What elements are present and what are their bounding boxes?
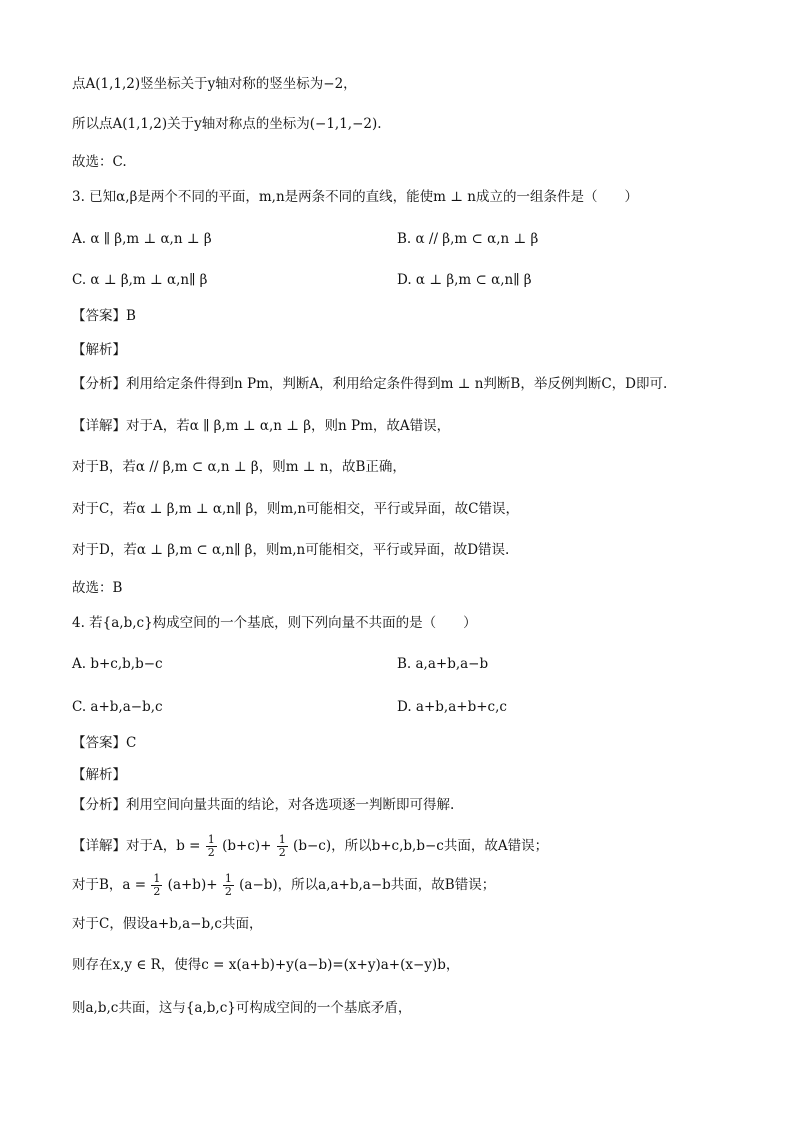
- fraction: [151, 873, 162, 898]
- detail-line: 对于B，若α // β,m ⊂ α,n ⊥ β，则m ⊥ n，故B正确，: [72, 459, 406, 475]
- text-segment: (a−b)，所以a,a+b,a−b共面，故B错误；: [239, 877, 496, 893]
- text-line: 故选：C.: [72, 154, 127, 170]
- text-segment: (b−c)，所以b+c,b,b−c共面，故A错误；: [293, 838, 549, 854]
- fraction-denominator: 2: [207, 846, 215, 859]
- answer-tag: 【答案】C: [72, 735, 137, 751]
- analysis-line: 【分析】利用空间向量共面的结论，对各选项逐一判断即可得解.: [72, 797, 455, 813]
- analysis-line: 【分析】利用给定条件得到n Pm，判断A，利用给定条件得到m ⊥ n判断B，举反例判断C，D即可.: [72, 376, 668, 392]
- fraction-denominator: 2: [278, 846, 286, 859]
- option-d: D. α ⊥ β,m ⊂ α,n∥ β: [397, 272, 532, 288]
- fraction: [223, 873, 234, 898]
- text-line: 所以点A(1,1,2)关于y轴对称点的坐标为(−1,1,−2).: [72, 116, 382, 132]
- fraction-numerator: 1: [153, 872, 161, 885]
- detail-line: 对于C，若α ⊥ β,m ⊥ α,n∥ β，则m,n可能相交，平行或异面，故C错误，: [72, 501, 519, 517]
- text-segment: 对于B，a =: [72, 877, 147, 893]
- fraction: [277, 834, 288, 859]
- option-a: A. α ∥ β,m ⊥ α,n ⊥ β: [72, 231, 212, 247]
- text-line: 故选：B: [72, 580, 123, 596]
- option-c: C. α ⊥ β,m ⊥ α,n∥ β: [72, 272, 208, 288]
- detail-line: 则存在x,y ∈ R，使得c = x(a+b)+y(a−b)=(x+y)a+(x−y)b，: [72, 957, 460, 973]
- option-c: C. a+b,a−b,c: [72, 699, 163, 715]
- analysis-tag: 【解析】: [72, 767, 126, 783]
- detail-line: 对于C，假设a+b,a−b,c共面，: [72, 916, 263, 932]
- fraction-numerator: 1: [278, 833, 286, 846]
- answer-tag: 【答案】B: [72, 308, 136, 324]
- option-d: D. a+b,a+b+c,c: [397, 699, 507, 715]
- text-segment: (a+b)+: [167, 877, 218, 893]
- option-b: B. α // β,m ⊂ α,n ⊥ β: [397, 231, 539, 247]
- detail-line-b: [72, 873, 495, 898]
- text-segment: 【详解】对于A，b =: [72, 838, 201, 854]
- fraction-numerator: 1: [224, 872, 232, 885]
- fraction-denominator: 2: [153, 885, 161, 898]
- detail-line-a: [72, 834, 548, 859]
- analysis-tag: 【解析】: [72, 342, 126, 358]
- text-segment: (b+c)+: [222, 838, 272, 854]
- fraction-numerator: 1: [207, 833, 215, 846]
- text-line: 点A(1,1,2)竖坐标关于y轴对称的竖坐标为−2，: [72, 76, 357, 92]
- question-3-stem: 3. 已知α,β是两个不同的平面，m,n是两条不同的直线，能使m ⊥ n成立的一组条件是（ ）: [72, 189, 638, 205]
- detail-line: 【详解】对于A，若α ∥ β,m ⊥ α,n ⊥ β，则n Pm，故A错误，: [72, 418, 451, 434]
- option-a: A. b+c,b,b−c: [72, 656, 163, 672]
- fraction: [206, 834, 217, 859]
- fraction-denominator: 2: [224, 885, 232, 898]
- option-b: B. a,a+b,a−b: [397, 656, 489, 672]
- detail-line: 则a,b,c共面，这与{a,b,c}可构成空间的一个基底矛盾，: [72, 1000, 412, 1016]
- question-4-stem: 4. 若{a,b,c}构成空间的一个基底，则下列向量不共面的是（ ）: [72, 615, 477, 631]
- detail-line: 对于D，若α ⊥ β,m ⊂ α,n∥ β，则m,n可能相交，平行或异面，故D错误.: [72, 542, 510, 558]
